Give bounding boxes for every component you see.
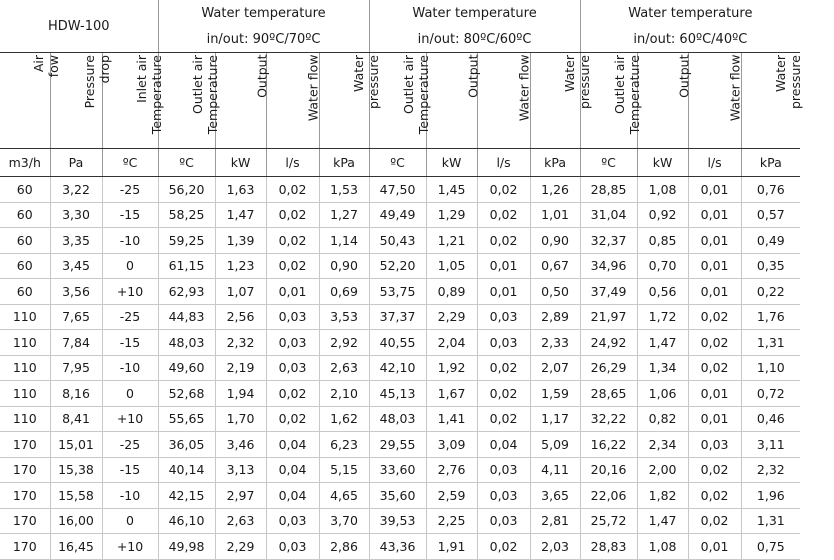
table-cell: 0,03 — [688, 432, 741, 458]
table-cell: 15,01 — [50, 432, 102, 458]
table-cell: 3,46 — [215, 432, 266, 458]
table-cell: 43,36 — [369, 534, 426, 560]
table-cell: 0,03 — [477, 304, 530, 330]
table-cell: 110 — [0, 355, 50, 381]
table-cell: 0,01 — [477, 279, 530, 305]
table-cell: 0,02 — [266, 228, 319, 254]
table-cell: 48,03 — [369, 406, 426, 432]
unit-cell: m3/h — [0, 149, 50, 177]
table-cell: 170 — [0, 508, 50, 534]
column-header-label: Water flow — [516, 54, 532, 122]
table-cell: 1,01 — [530, 202, 580, 228]
table-cell: 1,39 — [215, 228, 266, 254]
table-cell: 16,00 — [50, 508, 102, 534]
table-cell: 0,02 — [688, 304, 741, 330]
table-cell: 0,82 — [637, 406, 688, 432]
table-cell: 2,03 — [530, 534, 580, 560]
table-cell: 170 — [0, 483, 50, 509]
table-cell: 2,56 — [215, 304, 266, 330]
table-cell: 1,08 — [637, 534, 688, 560]
unit-cell: l/s — [688, 149, 741, 177]
table-cell: 7,95 — [50, 355, 102, 381]
table-cell: 110 — [0, 381, 50, 407]
column-header-label: Pressure drop — [81, 54, 112, 108]
table-cell: -15 — [102, 202, 158, 228]
table-cell: 21,97 — [580, 304, 637, 330]
table-cell: 16,45 — [50, 534, 102, 560]
table-cell: -25 — [102, 432, 158, 458]
table-cell: 3,70 — [319, 508, 369, 534]
column-header-label: Water pressure — [772, 54, 803, 109]
table-row — [0, 381, 800, 407]
table-cell: 1,94 — [215, 381, 266, 407]
table-cell: 52,68 — [158, 381, 215, 407]
table-cell: 1,47 — [637, 508, 688, 534]
table-cell: 0,02 — [266, 253, 319, 279]
table-cell: 33,60 — [369, 457, 426, 483]
table-row — [0, 483, 800, 509]
table-cell: 0,02 — [477, 406, 530, 432]
table-cell: 2,00 — [637, 457, 688, 483]
table-cell: 1,26 — [530, 177, 580, 203]
table-cell: 2,25 — [426, 508, 477, 534]
table-row — [0, 304, 800, 330]
table-cell: 2,86 — [319, 534, 369, 560]
table-cell: -15 — [102, 330, 158, 356]
group-subtitle-1: in/out: 90ºC/70ºC — [158, 26, 369, 53]
table-cell: 0,22 — [741, 279, 800, 305]
table-cell: 0,01 — [688, 228, 741, 254]
table-cell: 0,01 — [688, 253, 741, 279]
table-cell: 31,04 — [580, 202, 637, 228]
table-row — [0, 508, 800, 534]
table-cell: 1,17 — [530, 406, 580, 432]
table-cell: 2,19 — [215, 355, 266, 381]
table-cell: 0,02 — [477, 177, 530, 203]
table-row — [0, 432, 800, 458]
unit-cell: Pa — [50, 149, 102, 177]
table-cell: 0,46 — [741, 406, 800, 432]
table-cell: 0,02 — [477, 381, 530, 407]
unit-cell: ºC — [102, 149, 158, 177]
table-cell: 1,27 — [319, 202, 369, 228]
table-cell: 0,01 — [477, 253, 530, 279]
table-cell: 1,92 — [426, 355, 477, 381]
table-cell: 1,62 — [319, 406, 369, 432]
table-cell: 50,43 — [369, 228, 426, 254]
table-cell: 0,02 — [477, 534, 530, 560]
table-cell: 2,34 — [637, 432, 688, 458]
table-cell: 0,01 — [688, 406, 741, 432]
table-cell: 0,04 — [266, 432, 319, 458]
group-subtitle-3: in/out: 60ºC/40ºC — [580, 26, 800, 53]
table-cell: 0,01 — [266, 279, 319, 305]
table-cell: 49,98 — [158, 534, 215, 560]
unit-cell: kPa — [319, 149, 369, 177]
table-row — [0, 457, 800, 483]
table-cell: 25,72 — [580, 508, 637, 534]
table-cell: 170 — [0, 534, 50, 560]
table-cell: 0,04 — [477, 432, 530, 458]
table-cell: 2,63 — [215, 508, 266, 534]
table-cell: 0,03 — [477, 457, 530, 483]
column-header-label: Outlet air Temperature — [400, 54, 431, 134]
table-row — [0, 177, 800, 203]
table-cell: 0,01 — [688, 202, 741, 228]
table-cell: 0,85 — [637, 228, 688, 254]
table-cell: 61,15 — [158, 253, 215, 279]
table-cell: 15,38 — [50, 457, 102, 483]
table-cell: 0,02 — [688, 457, 741, 483]
table-cell: 0,90 — [319, 253, 369, 279]
column-header-label: Outlet air Temperature — [611, 54, 642, 134]
table-cell: 3,45 — [50, 253, 102, 279]
table-cell: 2,92 — [319, 330, 369, 356]
unit-cell: l/s — [266, 149, 319, 177]
table-cell: 0,03 — [266, 330, 319, 356]
table-cell: 37,49 — [580, 279, 637, 305]
table-row — [0, 228, 800, 254]
table-cell: 2,07 — [530, 355, 580, 381]
column-header — [319, 53, 381, 149]
table-cell: 3,22 — [50, 177, 102, 203]
table-cell: 5,15 — [319, 457, 369, 483]
table-cell: 0,02 — [688, 330, 741, 356]
table-cell: 0,49 — [741, 228, 800, 254]
column-header-label: Outlet air Temperature — [189, 54, 220, 134]
table-cell: 16,22 — [580, 432, 637, 458]
table-cell: 28,65 — [580, 381, 637, 407]
column-header — [637, 53, 692, 149]
table-row — [0, 253, 800, 279]
table-cell: 1,05 — [426, 253, 477, 279]
table-cell: 3,30 — [50, 202, 102, 228]
table-cell: 53,75 — [369, 279, 426, 305]
table-cell: 39,53 — [369, 508, 426, 534]
table-cell: 0 — [102, 253, 158, 279]
table-cell: 5,09 — [530, 432, 580, 458]
table-cell: 0,01 — [688, 177, 741, 203]
table-cell: 0,89 — [426, 279, 477, 305]
table-cell: 49,49 — [369, 202, 426, 228]
table-cell: -15 — [102, 457, 158, 483]
table-cell: 45,13 — [369, 381, 426, 407]
table-cell: 1,76 — [741, 304, 800, 330]
table-cell: 60 — [0, 228, 50, 254]
table-cell: 1,21 — [426, 228, 477, 254]
table-cell: 3,56 — [50, 279, 102, 305]
table-cell: 1,34 — [637, 355, 688, 381]
column-header — [426, 53, 481, 149]
table-cell: 37,37 — [369, 304, 426, 330]
unit-row — [0, 149, 800, 177]
table-cell: 2,76 — [426, 457, 477, 483]
table-cell: 60 — [0, 279, 50, 305]
table-cell: 0,69 — [319, 279, 369, 305]
table-cell: 1,06 — [637, 381, 688, 407]
table-cell: 2,97 — [215, 483, 266, 509]
table-cell: 0,02 — [266, 177, 319, 203]
table-cell: 35,60 — [369, 483, 426, 509]
table-cell: 1,53 — [319, 177, 369, 203]
table-row — [0, 279, 800, 305]
column-header — [0, 53, 61, 149]
column-header-row — [0, 53, 800, 149]
table-cell: 55,65 — [158, 406, 215, 432]
table-cell: -10 — [102, 483, 158, 509]
table-cell: 1,63 — [215, 177, 266, 203]
table-cell: 42,15 — [158, 483, 215, 509]
table-cell: 1,45 — [426, 177, 477, 203]
table-cell: 28,85 — [580, 177, 637, 203]
table-cell: 0,02 — [266, 406, 319, 432]
table-cell: 0 — [102, 381, 158, 407]
table-cell: 0,02 — [688, 355, 741, 381]
table-cell: 2,29 — [426, 304, 477, 330]
table-cell: 3,65 — [530, 483, 580, 509]
table-cell: 0,76 — [741, 177, 800, 203]
table-row — [0, 330, 800, 356]
unit-cell: ºC — [580, 149, 637, 177]
table-cell: 0,92 — [637, 202, 688, 228]
table-cell: 52,20 — [369, 253, 426, 279]
table-cell: 2,04 — [426, 330, 477, 356]
table-cell: 0,01 — [688, 534, 741, 560]
table-cell: 1,31 — [741, 330, 800, 356]
table-cell: 4,11 — [530, 457, 580, 483]
table-cell: 0,02 — [477, 355, 530, 381]
table-cell: +10 — [102, 534, 158, 560]
table-cell: 1,91 — [426, 534, 477, 560]
table-cell: 36,05 — [158, 432, 215, 458]
table-cell: 0,03 — [266, 508, 319, 534]
model-name: HDW-100 — [0, 0, 158, 53]
table-cell: 1,08 — [637, 177, 688, 203]
group-subtitle-2: in/out: 80ºC/60ºC — [369, 26, 580, 53]
table-cell: 60 — [0, 202, 50, 228]
table-cell: 0,03 — [266, 304, 319, 330]
table-cell: 42,10 — [369, 355, 426, 381]
table-cell: 170 — [0, 457, 50, 483]
table-cell: 3,11 — [741, 432, 800, 458]
table-row — [0, 406, 800, 432]
table-cell: 0,35 — [741, 253, 800, 279]
table-cell: 1,67 — [426, 381, 477, 407]
group-title-2: Water temperature — [369, 0, 580, 26]
table-cell: 24,92 — [580, 330, 637, 356]
table-row — [0, 534, 800, 560]
table-cell: 1,41 — [426, 406, 477, 432]
table-cell: 44,83 — [158, 304, 215, 330]
table-cell: 48,03 — [158, 330, 215, 356]
column-header-label: Output — [676, 54, 692, 98]
table-cell: 29,55 — [369, 432, 426, 458]
table-cell: 0,72 — [741, 381, 800, 407]
column-header — [741, 53, 803, 149]
column-header-label: Water pressure — [350, 54, 381, 109]
group-title-3: Water temperature — [580, 0, 800, 26]
table-cell: 110 — [0, 330, 50, 356]
table-cell: -25 — [102, 304, 158, 330]
table-cell: 0,01 — [688, 381, 741, 407]
table-cell: 26,29 — [580, 355, 637, 381]
table-cell: 22,06 — [580, 483, 637, 509]
table-cell: 1,07 — [215, 279, 266, 305]
table-cell: 1,29 — [426, 202, 477, 228]
table-cell: 2,89 — [530, 304, 580, 330]
table-cell: 0,75 — [741, 534, 800, 560]
table-cell: 2,10 — [319, 381, 369, 407]
unit-cell: kW — [637, 149, 688, 177]
table-cell: 8,16 — [50, 381, 102, 407]
table-cell: 0,90 — [530, 228, 580, 254]
unit-cell: kW — [426, 149, 477, 177]
table-cell: 40,14 — [158, 457, 215, 483]
column-header — [688, 53, 741, 149]
table-cell: 3,13 — [215, 457, 266, 483]
table-cell: 20,16 — [580, 457, 637, 483]
table-cell: 56,20 — [158, 177, 215, 203]
table-cell: 110 — [0, 406, 50, 432]
table-row — [0, 202, 800, 228]
table-cell: 2,29 — [215, 534, 266, 560]
table-cell: +10 — [102, 406, 158, 432]
table-cell: 49,60 — [158, 355, 215, 381]
table-cell: 2,32 — [215, 330, 266, 356]
table-cell: 32,22 — [580, 406, 637, 432]
table-cell: 2,33 — [530, 330, 580, 356]
table-cell: 46,10 — [158, 508, 215, 534]
column-header — [477, 53, 530, 149]
table-cell: 1,23 — [215, 253, 266, 279]
table-cell: 62,93 — [158, 279, 215, 305]
group-title-1: Water temperature — [158, 0, 369, 26]
table-cell: 1,72 — [637, 304, 688, 330]
table-cell: 2,63 — [319, 355, 369, 381]
table-cell: 1,14 — [319, 228, 369, 254]
unit-cell: ºC — [369, 149, 426, 177]
table-cell: 1,59 — [530, 381, 580, 407]
table-cell: 60 — [0, 177, 50, 203]
table-cell: 40,55 — [369, 330, 426, 356]
table-cell: 1,31 — [741, 508, 800, 534]
unit-cell: ºC — [158, 149, 215, 177]
unit-cell: l/s — [477, 149, 530, 177]
column-header-label: Water flow — [727, 54, 743, 122]
table-cell: 0,04 — [266, 457, 319, 483]
table-cell: 1,96 — [741, 483, 800, 509]
table-cell: 0,50 — [530, 279, 580, 305]
unit-cell: kPa — [741, 149, 800, 177]
table-cell: 3,53 — [319, 304, 369, 330]
table-cell: 0,70 — [637, 253, 688, 279]
column-header-label: Output — [465, 54, 481, 98]
table-cell: 1,47 — [637, 330, 688, 356]
table-cell: 8,41 — [50, 406, 102, 432]
table-cell: 1,70 — [215, 406, 266, 432]
unit-cell: kPa — [530, 149, 580, 177]
table-cell: 1,47 — [215, 202, 266, 228]
table-cell: 170 — [0, 432, 50, 458]
table-cell: 0,67 — [530, 253, 580, 279]
table-cell: +10 — [102, 279, 158, 305]
table-cell: 0,57 — [741, 202, 800, 228]
table-cell: 0,04 — [266, 483, 319, 509]
table-cell: 0,03 — [477, 483, 530, 509]
table-cell: -10 — [102, 228, 158, 254]
table-cell: 0,02 — [688, 483, 741, 509]
column-header-label: Air fow — [31, 54, 61, 77]
table-cell: 59,25 — [158, 228, 215, 254]
column-header — [530, 53, 592, 149]
table-cell: 0,03 — [266, 534, 319, 560]
column-header — [266, 53, 319, 149]
column-header — [158, 53, 220, 149]
column-header-label: Output — [254, 54, 270, 98]
table-cell: 7,84 — [50, 330, 102, 356]
table-row — [0, 355, 800, 381]
table-cell: -25 — [102, 177, 158, 203]
table-cell: 28,83 — [580, 534, 637, 560]
column-header-label: Water pressure — [561, 54, 592, 109]
table-cell: 4,65 — [319, 483, 369, 509]
table-cell: 0,02 — [266, 381, 319, 407]
table-cell: 34,96 — [580, 253, 637, 279]
table-cell: 1,10 — [741, 355, 800, 381]
table-cell: 58,25 — [158, 202, 215, 228]
table-body — [0, 177, 800, 560]
table-cell: 0,56 — [637, 279, 688, 305]
table-cell: 1,82 — [637, 483, 688, 509]
column-header-label: Inlet air Temperature — [133, 54, 164, 134]
table-cell: 0,03 — [477, 508, 530, 534]
table-cell: 60 — [0, 253, 50, 279]
table-cell: 0,02 — [266, 202, 319, 228]
column-header-label: Water flow — [305, 54, 321, 122]
table-cell: 2,59 — [426, 483, 477, 509]
column-header — [215, 53, 270, 149]
table-cell: -10 — [102, 355, 158, 381]
table-cell: 0,02 — [688, 508, 741, 534]
table-cell: 2,32 — [741, 457, 800, 483]
table-cell: 0,03 — [266, 355, 319, 381]
unit-cell: kW — [215, 149, 266, 177]
table-cell: 0,02 — [477, 228, 530, 254]
table-cell: 6,23 — [319, 432, 369, 458]
table-cell: 15,58 — [50, 483, 102, 509]
table-cell: 2,81 — [530, 508, 580, 534]
table-cell: 0,02 — [477, 202, 530, 228]
table-cell: 47,50 — [369, 177, 426, 203]
table-cell: 0,03 — [477, 330, 530, 356]
table-cell: 0,01 — [688, 279, 741, 305]
table-cell: 3,35 — [50, 228, 102, 254]
table-cell: 110 — [0, 304, 50, 330]
table-cell: 7,65 — [50, 304, 102, 330]
table-cell: 0 — [102, 508, 158, 534]
table-cell: 32,37 — [580, 228, 637, 254]
table-cell: 3,09 — [426, 432, 477, 458]
